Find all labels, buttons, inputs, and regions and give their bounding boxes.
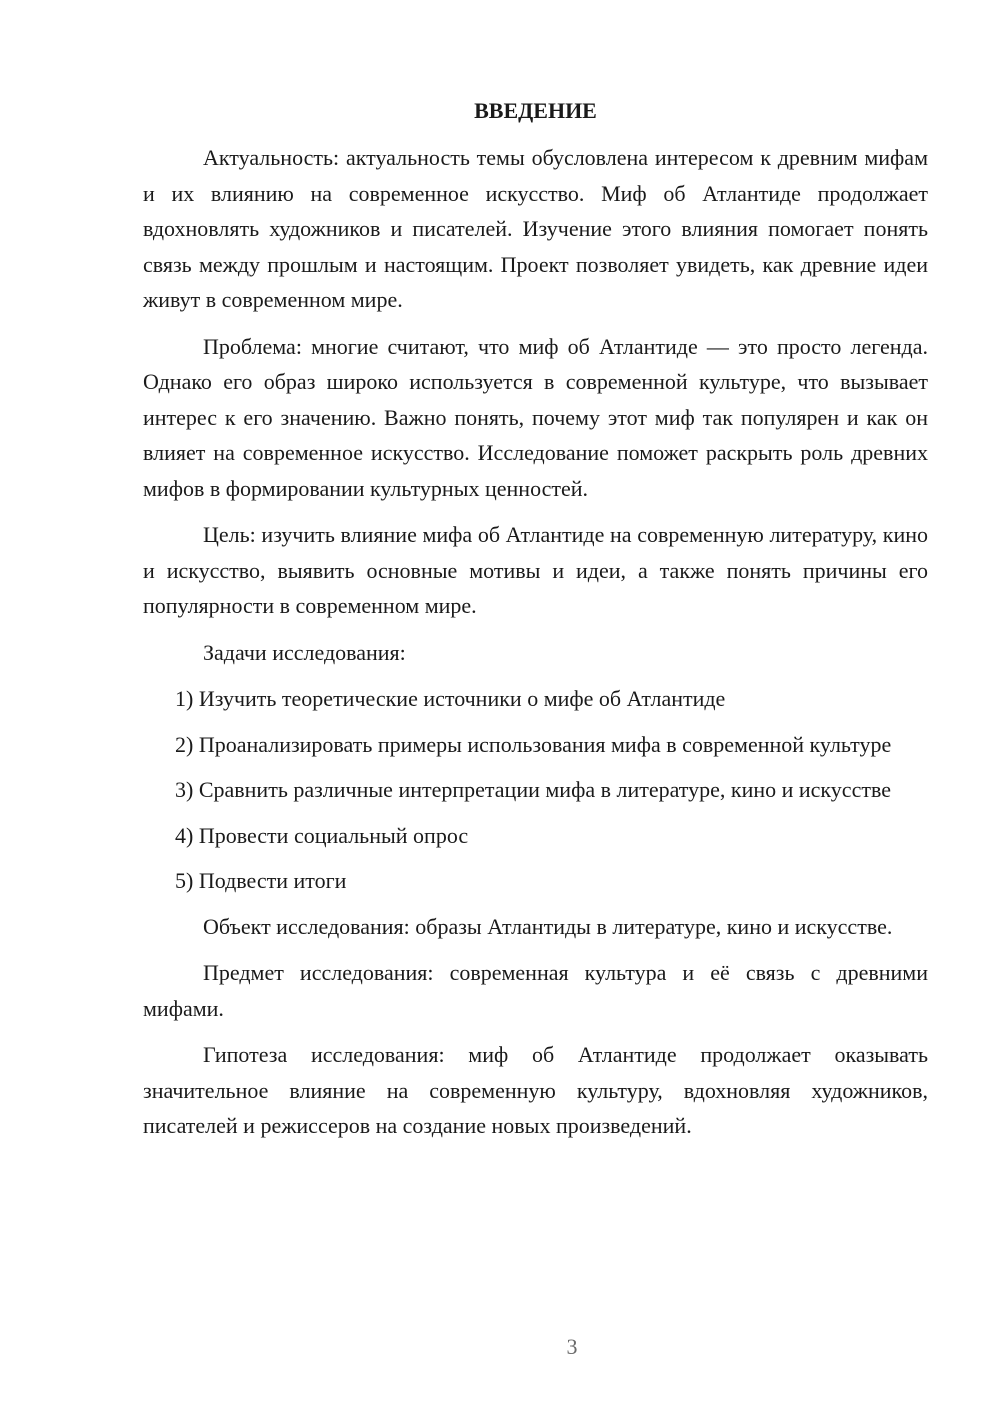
task-item: 5) Подвести итоги bbox=[175, 868, 347, 893]
task-item: 4) Провести социальный опрос bbox=[175, 822, 469, 848]
goal-paragraph: Цель: изучить влияние мифа об Атлантиде на современную литературу, кино и искусство, выявить основные мотивы и идеи, а также понять причины его популярности в современном мире. bbox=[143, 522, 928, 618]
page-number: 3 bbox=[566, 1334, 578, 1359]
page-content bbox=[143, 93, 928, 1155]
relevance-paragraph: Актуальность: актуальность темы обусловлена интересом к древним мифам и их влиянию на современное искусство. Миф об Атлантиде продолжает вдохновлять художников и писателей. Изучение этого влияния помогает понять связь между прошлым и настоящим. Проект позволяет увидеть, как древние идеи живут в современном мире. bbox=[143, 145, 928, 312]
task-item: 3) Сравнить различные интерпретации мифа в литературе, кино и искусстве bbox=[175, 777, 891, 802]
problem-paragraph: Проблема: многие считают, что миф об Атлантиде — это просто легенда. Однако его образ широко используется в современной культуре, что вызывает интерес к его значению. Важно понять, почему этот миф так популярен и как он влияет на современное искусство. Исследование поможет раскрыть роль древних мифов в формировании культурных ценностей. bbox=[143, 333, 928, 501]
object-paragraph: Объект исследования: образы Атлантиды в литературе, кино и искусстве. bbox=[203, 913, 893, 939]
page-title: ВВЕДЕНИЕ bbox=[474, 98, 597, 123]
task-item: 1) Изучить теоретические источники о мифе об Атлантиде bbox=[175, 686, 726, 711]
subject-paragraph: Предмет исследования: современная культура и её связь с древними мифами. bbox=[143, 960, 928, 1021]
tasks-list bbox=[143, 681, 928, 899]
tasks-heading: Задачи исследования: bbox=[203, 639, 406, 665]
task-item: 2) Проанализировать примеры использования мифа в современной культуре bbox=[175, 731, 892, 757]
hypothesis-paragraph: Гипотеза исследования: миф об Атлантиде продолжает оказывать значительное влияние на современную культуру, вдохновляя художников, писателей и режиссеров на создание новых произведений. bbox=[143, 1042, 928, 1138]
